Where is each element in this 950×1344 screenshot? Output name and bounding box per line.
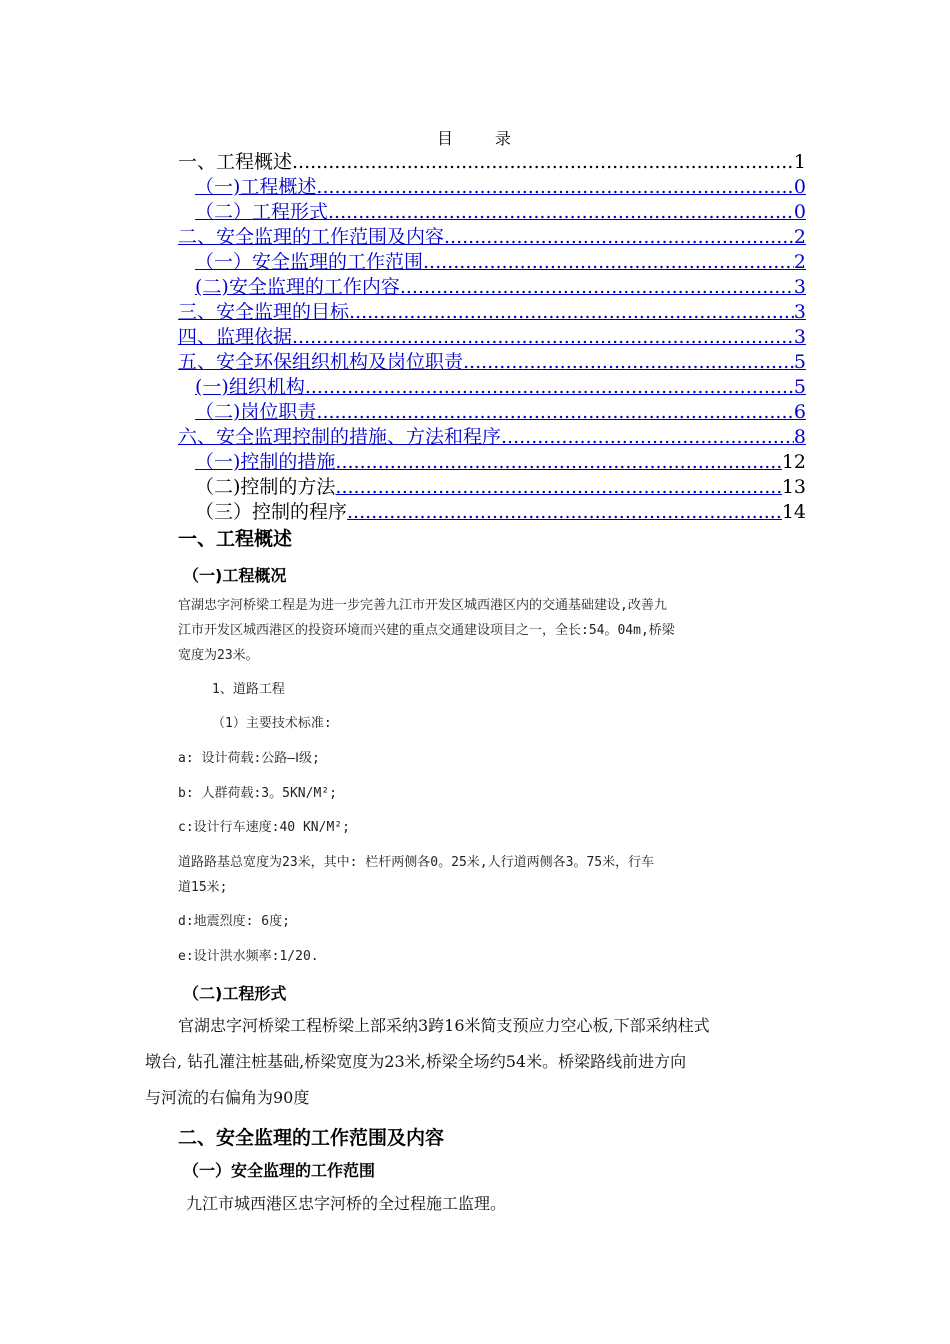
toc-entry-page: 3 bbox=[793, 326, 806, 348]
toc-entry-label: （一)控制的措施 bbox=[195, 451, 336, 473]
toc-leader bbox=[347, 500, 782, 524]
toc-title-left: 目 bbox=[436, 129, 455, 148]
toc-leader bbox=[423, 250, 794, 274]
toc-leader bbox=[335, 475, 781, 499]
toc-entry-page: 2 bbox=[793, 251, 806, 273]
toc-leader bbox=[349, 300, 794, 324]
toc-leader bbox=[292, 150, 794, 174]
toc-entry-page: 2 bbox=[793, 226, 806, 248]
toc-entry-label: （一）安全监理的工作范围 bbox=[195, 251, 424, 273]
toc-leader bbox=[316, 175, 793, 199]
toc-leader bbox=[501, 425, 794, 449]
toc-leader bbox=[316, 400, 793, 424]
toc-leader bbox=[292, 325, 794, 349]
toc-entry-label: 二、安全监理的工作范围及内容 bbox=[178, 226, 445, 248]
toc-entry-label: (二)安全监理的工作内容 bbox=[195, 276, 400, 298]
toc-entry[interactable] bbox=[195, 450, 806, 474]
toc-entry[interactable] bbox=[178, 300, 806, 324]
toc-entry-page: 12 bbox=[781, 451, 806, 473]
toc-entry[interactable] bbox=[178, 325, 806, 349]
toc-entry[interactable] bbox=[178, 150, 806, 174]
toc-entry[interactable] bbox=[178, 350, 806, 374]
paragraph-line: 道路路基总宽度为23米，其中: 栏杆两侧各0。25米,人行道两侧各3。75米，行车 bbox=[178, 855, 655, 870]
toc-entry-label: 四、监理依据 bbox=[178, 326, 293, 348]
toc-entry[interactable] bbox=[195, 375, 806, 399]
paragraph-line: d:地震烈度: 6度; bbox=[178, 914, 290, 929]
toc-leader bbox=[328, 200, 794, 224]
toc-entry-page: 5 bbox=[793, 376, 806, 398]
toc-entry[interactable] bbox=[195, 250, 806, 274]
paragraph-line: 官湖忠字河桥梁工程桥梁上部采纳3跨16米简支预应力空心板,下部采纳柱式 bbox=[178, 1016, 710, 1035]
paragraph-line: 1、道路工程 bbox=[212, 682, 285, 697]
toc-entry-page: 0 bbox=[793, 176, 806, 198]
paragraph-line: c:设计行车速度:40 KN/M²; bbox=[178, 820, 350, 835]
section-heading: 二、安全监理的工作范围及内容 bbox=[178, 1127, 445, 1149]
toc-entry-label: （二)岗位职责 bbox=[195, 401, 317, 423]
section-heading: 一、工程概述 bbox=[178, 528, 293, 550]
toc-entry[interactable] bbox=[195, 400, 806, 424]
paragraph-line: 官湖忠字河桥梁工程是为进一步完善九江市开发区城西港区内的交通基础建设,改善九 bbox=[178, 598, 667, 613]
paragraph-line: 九江市城西港区忠字河桥的全过程施工监理。 bbox=[186, 1194, 507, 1213]
toc-leader bbox=[463, 350, 794, 374]
toc-entry[interactable] bbox=[195, 175, 806, 199]
toc-entry-label: （三）控制的程序 bbox=[195, 501, 348, 523]
toc-title bbox=[0, 126, 950, 149]
subsection-heading: （一)工程概况 bbox=[183, 566, 287, 585]
paragraph-line: 墩台, 钻孔灌注桩基础,桥梁宽度为23米,桥梁全场约54米。桥梁路线前进方向 bbox=[145, 1052, 687, 1071]
toc-entry-page: 0 bbox=[793, 201, 806, 223]
toc-entry[interactable] bbox=[195, 500, 806, 524]
toc-entry-label: （二)控制的方法 bbox=[195, 476, 336, 498]
subsection-heading: （一）安全监理的工作范围 bbox=[183, 1161, 376, 1180]
toc-leader bbox=[400, 275, 794, 299]
paragraph-line: （1）主要技术标准: bbox=[212, 716, 332, 731]
paragraph-line: a: 设计荷载:公路—Ⅰ级; bbox=[178, 751, 320, 766]
paragraph-line: 江市开发区城西港区的投资环境而兴建的重点交通建设项目之一，全长:54。04m,桥梁 bbox=[178, 623, 675, 638]
toc-entry-label: （一)工程概述 bbox=[195, 176, 317, 198]
toc-entry-label: 五、安全环保组织机构及岗位职责 bbox=[178, 351, 464, 373]
toc-entry-label: 三、安全监理的目标 bbox=[178, 301, 350, 323]
toc-leader bbox=[444, 225, 794, 249]
toc-entry[interactable] bbox=[195, 475, 806, 499]
toc-entry-page: 3 bbox=[793, 301, 806, 323]
toc-entry-page: 8 bbox=[793, 426, 806, 448]
toc-entry-label: 六、安全监理控制的措施、方法和程序 bbox=[178, 426, 502, 448]
toc-leader bbox=[305, 375, 794, 399]
toc-entry-page: 3 bbox=[793, 276, 806, 298]
subsection-heading: （二)工程形式 bbox=[183, 984, 287, 1003]
paragraph-line: 道15米; bbox=[178, 880, 228, 895]
toc-leader bbox=[335, 450, 781, 474]
toc-entry-label: (一)组织机构 bbox=[195, 376, 305, 398]
toc-entry[interactable] bbox=[178, 225, 806, 249]
toc-entry[interactable] bbox=[178, 425, 806, 449]
toc-entry-label: （二）工程形式 bbox=[195, 201, 329, 223]
toc-entry-label: 一、工程概述 bbox=[178, 151, 293, 173]
paragraph-line: b: 人群荷载:3。5KN/M²; bbox=[178, 786, 337, 801]
toc-entry[interactable] bbox=[195, 200, 806, 224]
toc-entry-page: 1 bbox=[793, 151, 806, 173]
paragraph-line: e:设计洪水频率:1/20. bbox=[178, 949, 319, 964]
toc-entry-page: 6 bbox=[793, 401, 806, 423]
toc-entry[interactable] bbox=[195, 275, 806, 299]
toc-title-right: 录 bbox=[495, 129, 514, 148]
paragraph-line: 宽度为23米。 bbox=[178, 648, 259, 663]
toc-entry-page: 5 bbox=[793, 351, 806, 373]
paragraph-line: 与河流的右偏角为90度 bbox=[145, 1088, 310, 1107]
toc-entry-page: 14 bbox=[781, 501, 806, 523]
toc-entry-page: 13 bbox=[781, 476, 806, 498]
